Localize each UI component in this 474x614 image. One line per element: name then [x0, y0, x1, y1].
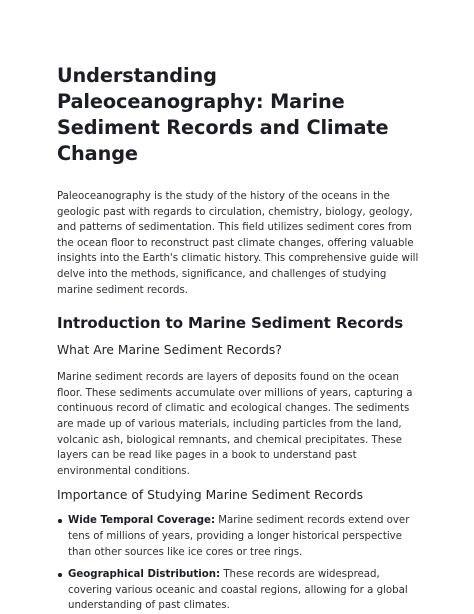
subsection-paragraph-what-are: Marine sediment records are layers of deposits found on the ocean floor. These sediments accumulate over millions of years, capturing a continuous record of climatic and ecological changes. The sediments are made up of various materials, including particles from the land, volcanic ash, biological remnants, and chemical precipitates. These layers can be read like pages in a book to understand past environmental conditions.	[57, 372, 413, 477]
list-item	[57, 513, 420, 560]
list-item	[57, 567, 420, 614]
document-title: Understanding Paleoceanography: Marine Sediment Records and Climate Change	[57, 64, 389, 165]
importance-bullet-list	[57, 513, 420, 614]
bullet-term: Wide Temporal Coverage:	[68, 515, 216, 527]
bullet-icon	[58, 519, 62, 523]
bullet-text: These records are widespread, covering various oceanic and coastal regions, allowing for a global understanding of past climates.	[68, 569, 408, 612]
intro-paragraph: Paleoceanography is the study of the history of the oceans in the geologic past with regards to circulation, chemistry, biology, geology, and patterns of sedimentation. This field utilizes sediment cores from the ocean floor to reconstruct past climate changes, offering valuable insights into the Earth's climatic history. This comprehensive guide will delve into the methods, significance, and challenges of studying marine sediment records.	[57, 191, 419, 296]
section-heading: Introduction to Marine Sediment Records	[57, 314, 404, 333]
subsection-heading-importance: Importance of Studying Marine Sediment Records	[57, 488, 364, 503]
subsection-heading-what-are: What Are Marine Sediment Records?	[57, 343, 282, 358]
bullet-icon	[58, 573, 62, 577]
bullet-text: Marine sediment records extend over tens of millions of years, providing a longer historical perspective than other sources like ice cores or tree rings.	[68, 515, 410, 558]
bullet-term: Geographical Distribution:	[68, 569, 221, 581]
